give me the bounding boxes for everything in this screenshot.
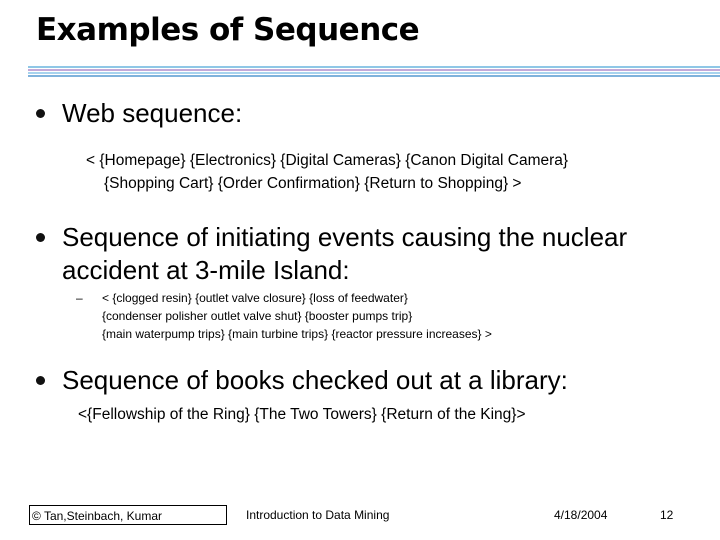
library-sequence-line: <{Fellowship of the Ring} {The Two Towers} {Return of the King}> bbox=[78, 406, 526, 423]
bullet-2-heading-line-2: accident at 3-mile Island: bbox=[62, 255, 350, 285]
web-sequence-line-1: < {Homepage} {Electronics} {Digital Cameras} {Canon Digital Camera} bbox=[86, 152, 569, 169]
footer-date: 4/18/2004 bbox=[554, 508, 608, 522]
title-underline-3 bbox=[28, 72, 720, 74]
bullet-2-heading-line-1: Sequence of initiating events causing the nuclear bbox=[62, 222, 628, 252]
footer-authors: © Tan,Steinbach, Kumar bbox=[29, 505, 227, 525]
title-underline-1 bbox=[28, 66, 720, 68]
footer-course: Introduction to Data Mining bbox=[246, 508, 390, 522]
bullet-1-heading: Web sequence: bbox=[62, 98, 243, 128]
title-underline-2 bbox=[28, 69, 720, 71]
nuclear-sequence-line-3: {main waterpump trips} {main turbine trips} {reactor pressure increases} > bbox=[102, 327, 492, 341]
title-underline-4 bbox=[28, 75, 720, 77]
web-sequence-line-2: {Shopping Cart} {Order Confirmation} {Return to Shopping} > bbox=[104, 175, 522, 192]
footer-page-number: 12 bbox=[660, 508, 674, 522]
bullet-3-heading: Sequence of books checked out at a library: bbox=[62, 365, 568, 395]
bullet-dot-1 bbox=[36, 109, 45, 118]
nuclear-sequence-line-1: < {clogged resin} {outlet valve closure} {loss of feedwater} bbox=[102, 291, 408, 305]
nuclear-sequence-line-2: {condenser polisher outlet valve shut} {booster pumps trip} bbox=[102, 309, 413, 323]
bullet-dot-3 bbox=[36, 376, 45, 385]
slide-title: Examples of Sequence bbox=[36, 12, 420, 48]
sub-bullet-dash: – bbox=[76, 291, 83, 305]
bullet-dot-2 bbox=[36, 233, 45, 242]
